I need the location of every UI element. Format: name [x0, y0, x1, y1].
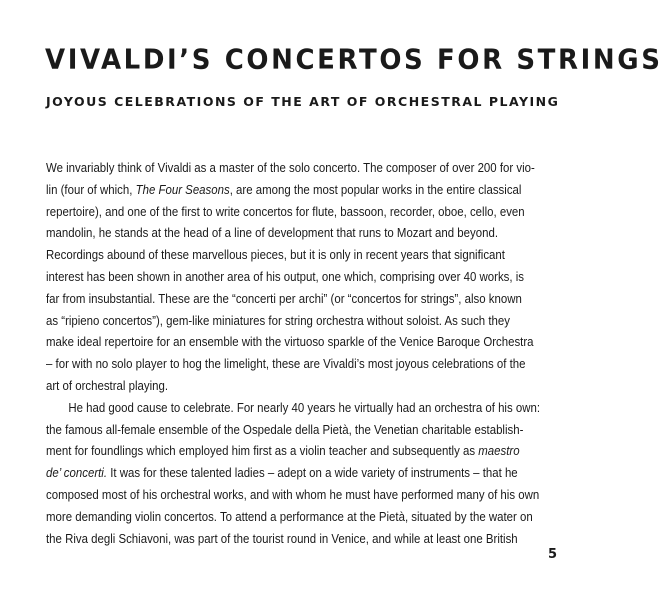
text-line: We invariably think of Vivaldi as a master of the solo concerto. The composer of over 200 for vio- — [46, 160, 535, 175]
text-line: more demanding violin concertos. To attend a performance at the Pietà, situated by the water on — [46, 508, 533, 524]
paragraph-2 — [46, 397, 554, 550]
text-line: interest has been shown in another area of his output, one which, comprising over 40 works, is — [46, 268, 525, 284]
text-run: lin (four of which, — [46, 181, 136, 197]
text-run: ment for foundlings which employed him first as a violin teacher and subsequently as — [46, 443, 479, 459]
text-line: the Riva degli Schiavoni, was part of the tourist round in Venice, and while at least one British — [46, 530, 518, 546]
text-line: as “ripieno concertos”), gem-like miniatures for string orchestra without soloist. As such they — [46, 312, 510, 328]
text-line: art of orchestral playing. — [46, 377, 169, 393]
work-title-italic: The Four Seasons — [135, 181, 230, 197]
text-line — [46, 179, 554, 201]
paragraph-1 — [46, 157, 554, 397]
text-line: mandolin, he stands at the head of a line of development that runs to Mozart and beyond. — [46, 225, 498, 241]
page-subtitle: JOYOUS CELEBRATIONS OF THE ART OF ORCHESTRAL PLAYING — [46, 94, 560, 109]
text-run: , are among the most popular works in the entire classical — [229, 181, 522, 197]
text-line — [46, 440, 554, 462]
text-line — [46, 462, 554, 484]
text-line: – for with no solo player to hog the limelight, these are Vivaldi’s most joyous celebrations of the — [46, 356, 526, 372]
body-text — [46, 157, 554, 549]
page-number: 5 — [548, 547, 558, 562]
text-line: make ideal repertoire for an ensemble with the virtuoso sparkle of the Venice Baroque Orchestra — [46, 334, 534, 350]
page-title: VIVALDI’S CONCERTOS FOR STRINGS — [45, 44, 663, 76]
term-italic: maestro — [478, 443, 520, 459]
term-italic: de’ concerti. — [46, 465, 108, 481]
text-line: repertoire), and one of the first to write concertos for flute, bassoon, recorder, oboe, cello, even — [46, 203, 525, 219]
text-line: composed most of his orchestral works, and with whom he must have performed many of his own — [46, 486, 540, 502]
text-line: He had good cause to celebrate. For nearly 40 years he virtually had an orchestra of his own: — [68, 399, 541, 415]
text-line: the famous all-female ensemble of the Ospedale della Pietà, the Venetian charitable establish- — [46, 421, 524, 437]
text-line: Recordings abound of these marvellous pieces, but it is only in recent years that significant — [46, 247, 505, 263]
text-run: It was for these talented ladies – adept on a wide variety of instruments – that he — [107, 465, 518, 481]
text-line: far from insubstantial. These are the “concerti per archi” (or “concertos for strings”, also known — [46, 290, 522, 306]
